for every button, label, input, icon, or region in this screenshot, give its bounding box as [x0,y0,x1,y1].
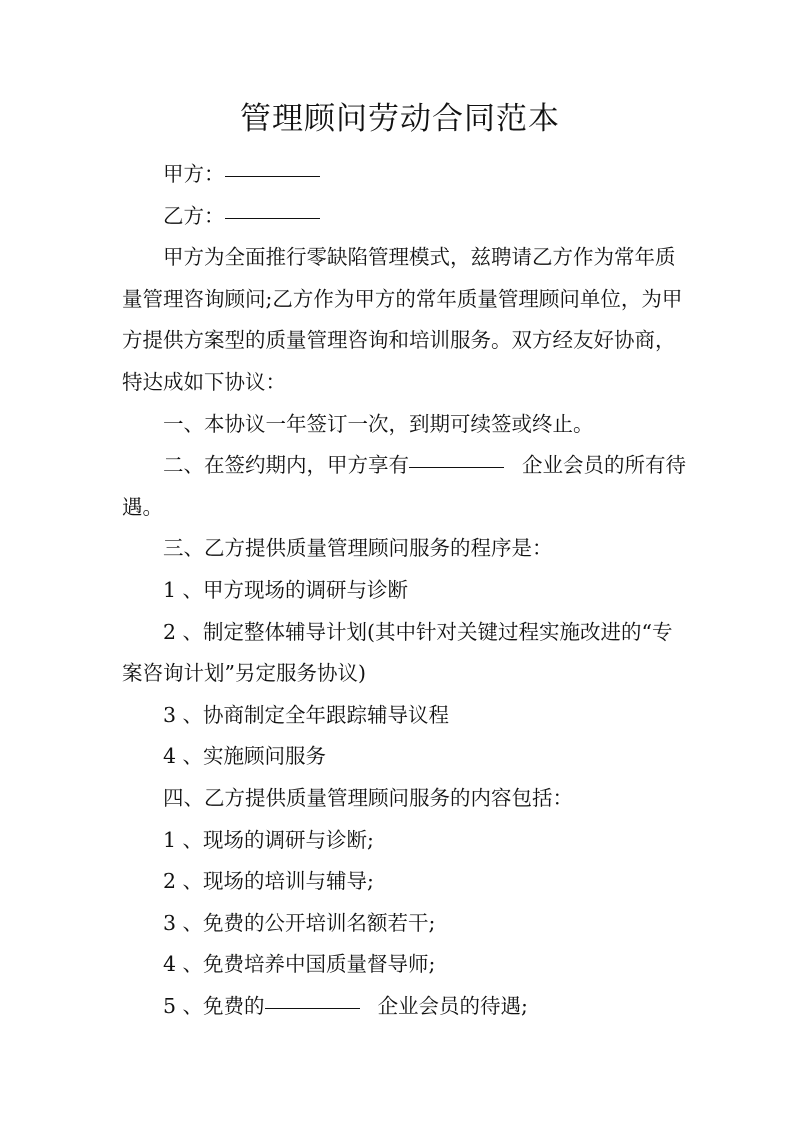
clause-4-item-3: 3 、免费的公开培训名额若干; [163,910,436,935]
party-b-label: 乙方： [163,203,225,228]
party-a-label: 甲方： [163,162,225,186]
document-title: 管理顾问劳动合同范本 [240,101,560,137]
clause-4: 四、乙方提供质量管理顾问服务的内容包括： [163,785,573,810]
clause-4-item-4: 4 、免费培养中国质量督导师; [163,952,436,977]
clause-1: 一、本协议一年签订一次，到期可续签或终止。 [163,411,594,436]
party-b-line [122,196,692,238]
clause-4-item-5 [122,986,692,1028]
clause-4-item-5-blank [265,1007,360,1009]
clause-2-before: 二、在签约期内，甲方享有 [163,453,409,478]
clause-2-blank [409,466,504,468]
clause-4-item-1: 1 、现场的调研与诊断; [163,827,374,852]
clause-3: 三、乙方提供质量管理顾问服务的程序是： [163,536,553,561]
party-a-line [122,154,692,196]
party-b-blank [225,217,320,219]
clause-4-item-2: 2 、现场的培训与辅导; [163,869,374,894]
document-body [122,154,692,1027]
clause-2-after: 企业会员的所有待遇。 [122,453,686,519]
clause-3-item-3: 3 、协商制定全年跟踪辅导议程 [163,702,450,727]
clause-3-item-1: 1 、甲方现场的调研与诊断 [163,577,409,602]
intro-paragraph: 甲方为全面推行零缺陷管理模式，兹聘请乙方作为常年质量管理咨询顾问;乙方作为甲方的常年质量管理顾问单位，为甲方提供方案型的质量管理咨询和培训服务。双方经友好协商，特达成如下协议： [122,245,683,394]
clause-3-item-4: 4 、实施顾问服务 [163,744,327,769]
clause-2 [122,445,692,528]
clause-4-item-5-before: 5 、免费的 [163,993,265,1018]
party-a-blank [225,175,320,177]
clause-3-item-2: 2 、制定整体辅导计划(其中针对关键过程实施改进的“专案咨询计划”另定服务协议) [122,619,673,686]
clause-4-item-5-after: 企业会员的待遇; [377,993,528,1018]
